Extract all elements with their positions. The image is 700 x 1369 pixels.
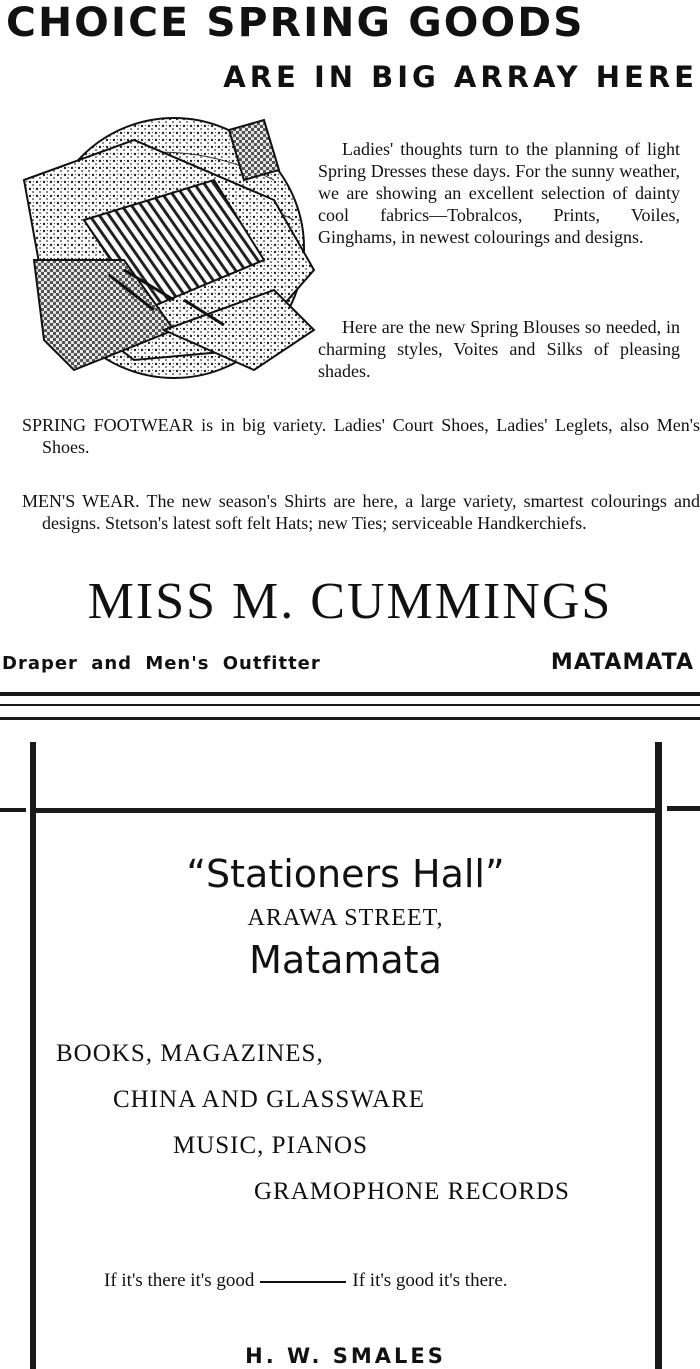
fabrics-paragraph: Ladies' thoughts turn to the planning of light Spring Dresses these days. For the sunny weather, we are showing an excellent selection of dainty cool fabrics—Tobralcos, Prints, Voiles, Ginghams, in newest colourings and designs. <box>318 139 680 247</box>
slogan-dash <box>260 1281 346 1283</box>
merchant-trade: Draper and Men's Outfitter <box>2 653 321 674</box>
goods-line: BOOKS, MAGAZINES, <box>56 1040 324 1067</box>
slogan <box>104 1270 508 1292</box>
ad-subheadline: ARE IN BIG ARRAY HERE <box>223 60 698 94</box>
proprietor-name: H. W. SMALES <box>245 1344 446 1368</box>
fabric-bundle-illustration <box>14 110 324 400</box>
ad-border-stub <box>667 806 700 811</box>
goods-line: MUSIC, PIANOS <box>173 1132 368 1159</box>
goods-line: CHINA AND GLASSWARE <box>113 1086 426 1113</box>
ad-headline: CHOICE SPRING GOODS <box>6 0 585 46</box>
merchant-name: MISS M. CUMMINGS <box>87 573 613 630</box>
separator-rule <box>0 704 700 706</box>
goods-line: GRAMOPHONE RECORDS <box>254 1178 570 1205</box>
shop-town: Matamata <box>249 938 442 982</box>
footwear-paragraph: SPRING FOOTWEAR is in big variety. Ladies' Court Shoes, Ladies' Leglets, also Men's Shoes. <box>22 415 700 457</box>
ad-border-right <box>655 742 662 1369</box>
ad-border-left <box>30 742 36 1369</box>
shop-name: “Stationers Hall” <box>186 852 505 896</box>
shop-street: ARAWA STREET, <box>247 905 444 931</box>
ad-border-stub <box>0 808 26 812</box>
separator-rule <box>0 692 700 696</box>
ad-border-top <box>36 808 655 813</box>
slogan-right: If it's good it's there. <box>352 1270 508 1291</box>
blouses-paragraph: Here are the new Spring Blouses so needed, in charming styles, Voites and Silks of pleasing shades. <box>318 317 680 381</box>
separator-rule <box>0 717 700 720</box>
menswear-paragraph: MEN'S WEAR. The new season's Shirts are here, a large variety, smartest colourings and designs. Stetson's latest soft felt Hats; new Ties; serviceable Handkerchiefs. <box>22 491 700 533</box>
slogan-left: If it's there it's good <box>104 1270 255 1291</box>
merchant-town: MATAMATA <box>550 650 694 675</box>
